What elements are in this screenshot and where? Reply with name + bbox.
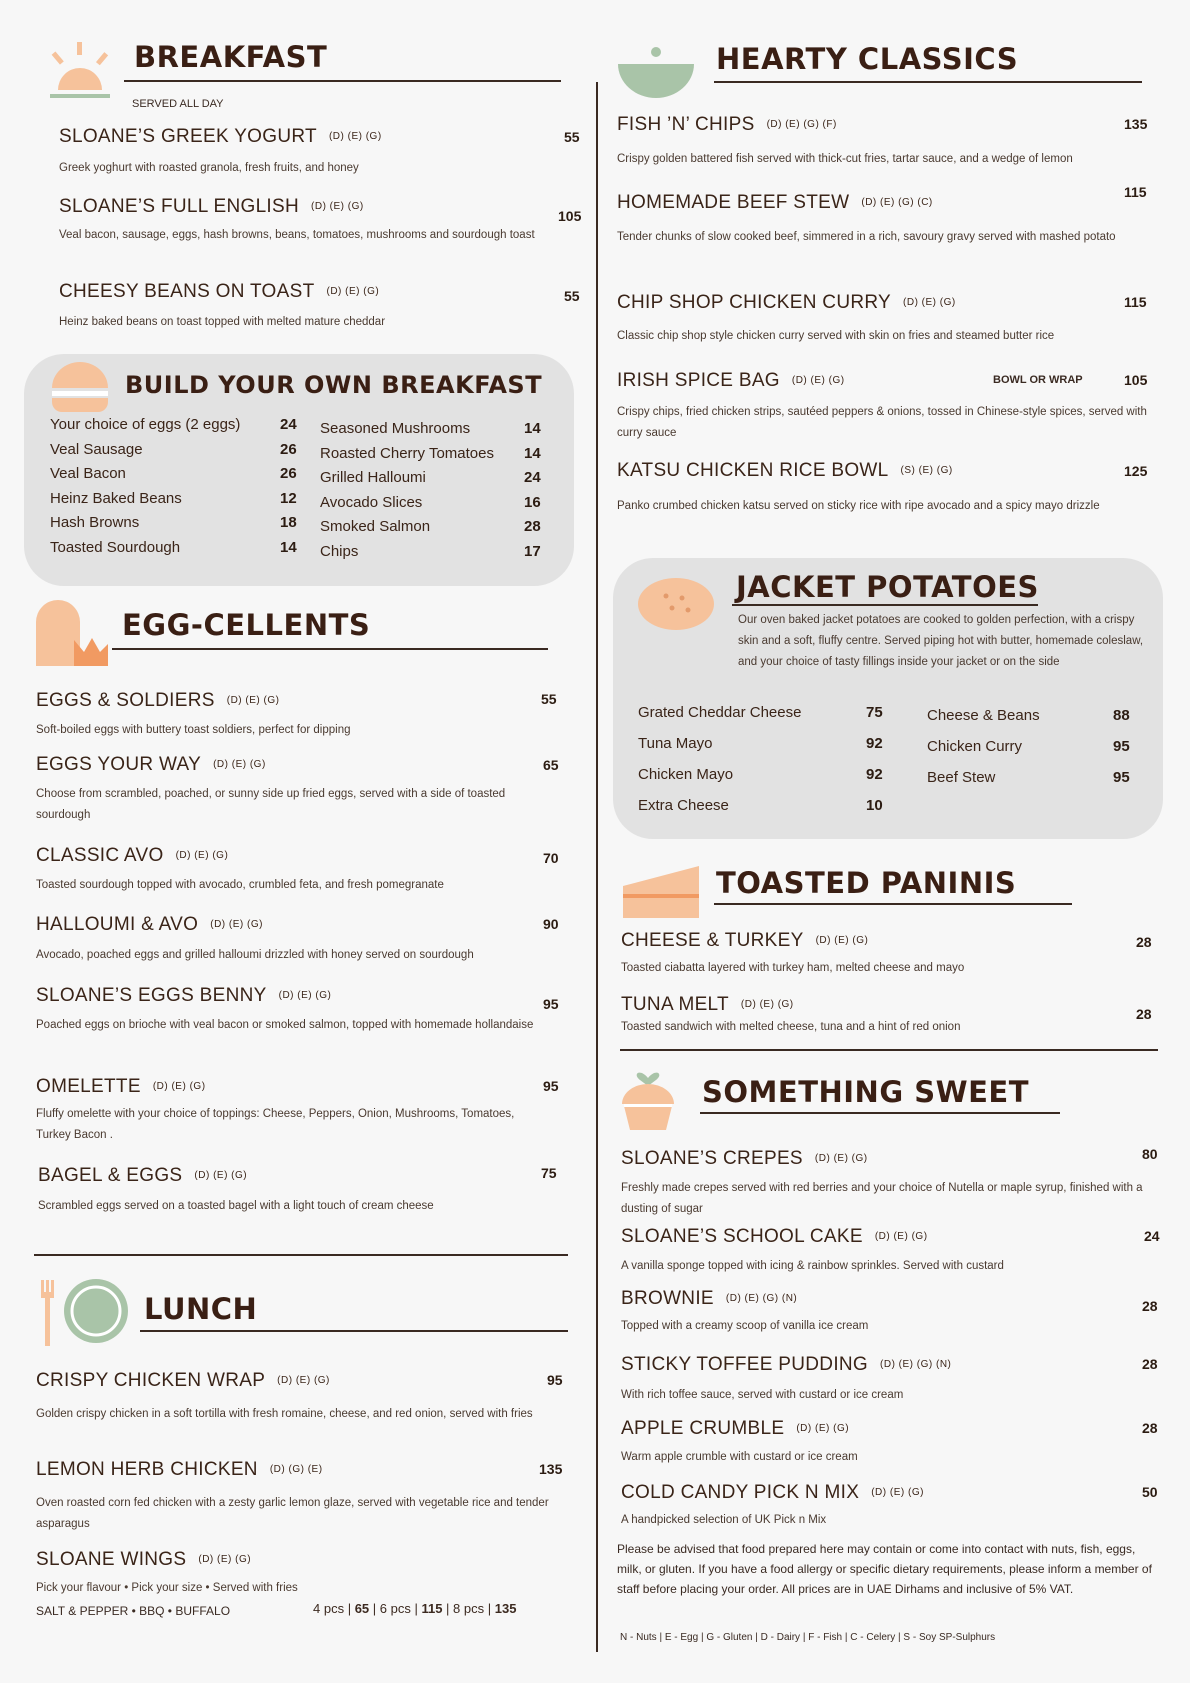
menu-item-title: SLOANE WINGS — [36, 1549, 187, 1570]
wing-size-price: 65 — [354, 1601, 370, 1616]
menu-item-name — [621, 1148, 868, 1170]
menu-item-price: 105 — [558, 208, 582, 224]
allergen-codes: (D) (E) (G) — [194, 1170, 248, 1182]
option-price: 12 — [280, 489, 297, 507]
menu-item-price: 105 — [1124, 372, 1148, 388]
cupcake-icon — [618, 1060, 678, 1132]
menu-item-title: SLOANE’S SCHOOL CAKE — [621, 1226, 863, 1247]
jacket-title: JACKET POTATOES — [736, 570, 1039, 604]
separator: | — [442, 1601, 454, 1616]
allergen-codes: (D) (E) (G) (C) — [861, 197, 933, 209]
menu-item-description: Topped with a creamy scoop of vanilla ice cream — [621, 1320, 869, 1332]
menu-item-title: LEMON HERB CHICKEN — [36, 1459, 258, 1480]
menu-item-name — [38, 1165, 247, 1187]
option-name: Chicken Curry — [927, 738, 1023, 755]
menu-item-name — [36, 1370, 330, 1392]
egg-icon — [34, 600, 109, 668]
menu-item-price: 115 — [1124, 184, 1147, 200]
menu-item-title: SLOANE’S CREPES — [621, 1148, 803, 1169]
menu-item-title: BROWNIE — [621, 1288, 714, 1309]
allergen-codes: (D) (E) (G) — [740, 999, 794, 1011]
allergen-codes: (D) (E) (G) (F) — [766, 119, 837, 131]
option-price: 17 — [524, 542, 541, 560]
option-name: Extra Cheese — [638, 797, 729, 814]
option-name: Veal Bacon — [50, 465, 126, 482]
menu-item-description: Veal bacon, sausage, eggs, hash browns, beans, tomatoes, mushrooms and sourdough toast — [59, 229, 535, 241]
menu-item-price: 95 — [543, 1078, 559, 1094]
menu-item-name — [36, 985, 331, 1007]
option-name: Veal Sausage — [50, 440, 143, 458]
wing-flavours: SALT & PEPPER • BBQ • BUFFALO — [36, 1604, 231, 1618]
allergen-codes: (D) (E) (G) — [791, 375, 845, 387]
menu-item-description: With rich toffee sauce, served with custard or ice cream — [621, 1389, 904, 1401]
menu-item-name — [617, 114, 837, 136]
eggs-rule — [112, 648, 548, 650]
allergen-notice: Please be advised that food prepared here may contain or come into contact with nuts, fish, eggs, milk, or gluten. If you have a food allergy or specific dietary requirements, please inform a member of staff before placing your order. All prices are in UAE Dirhams and inclusive of 5% VAT. — [617, 1542, 1152, 1596]
option-price: 92 — [866, 735, 883, 752]
option-price: 88 — [1113, 707, 1130, 724]
option-name: Grilled Halloumi — [320, 469, 426, 486]
plate-icon — [38, 1276, 130, 1348]
allergen-codes: (D) (E) (G) — [903, 297, 956, 309]
menu-item-description: Pick your flavour • Pick your size • Served with fries — [36, 1582, 298, 1594]
allergen-codes: (D) (E) (G) — [210, 919, 263, 931]
option-name: Avocado Slices — [320, 493, 423, 511]
menu-item-price: 135 — [539, 1461, 563, 1477]
jacket-intro: Our oven baked jacket potatoes are cooked to golden perfection, with a crispy skin and a soft, fluffy centre. Served piping hot with butter, homemade coleslaw, and your choice of tasty fillings inside your jacket or on the side — [738, 614, 1144, 668]
paninis-rule — [714, 903, 1072, 905]
menu-item-name — [621, 1288, 797, 1310]
sun-icon — [50, 40, 110, 102]
option-name: Cheese & Beans — [927, 707, 1040, 724]
menu-item-description: Freshly made crepes served with red berries and your choice of Nutella or maple syrup, finished with a dusting of sugar — [621, 1182, 1143, 1215]
menu-item-name — [59, 196, 364, 218]
menu-item-name — [617, 370, 845, 392]
allergen-codes: (D) (E) (G) — [326, 286, 380, 298]
option-name: Grated Cheddar Cheese — [638, 704, 802, 721]
option-name: Roasted Cherry Tomatoes — [320, 444, 494, 462]
burger-icon — [50, 360, 110, 415]
option-price: 75 — [866, 704, 883, 721]
sweet-top-rule — [620, 1049, 1158, 1051]
menu-item-name — [617, 460, 953, 482]
menu-item-name — [36, 1549, 251, 1571]
menu-item-description: Oven roasted corn fed chicken with a zesty garlic lemon glaze, served with vegetable rice and tender asparagus — [36, 1497, 549, 1530]
breakfast-subtitle: SERVED ALL DAY — [132, 98, 224, 110]
menu-item-price: 95 — [547, 1372, 563, 1388]
allergen-codes: (S) (E) (G) — [900, 465, 953, 477]
option-name: Seasoned Mushrooms — [320, 420, 471, 437]
allergen-codes: (D) (E) (G) — [814, 1153, 868, 1165]
option-price: 26 — [280, 465, 297, 482]
menu-item-name — [621, 1354, 951, 1376]
wing-sizes — [313, 1601, 516, 1616]
option-price: 24 — [524, 469, 541, 486]
allergen-codes: (D) (G) (E) — [269, 1464, 323, 1476]
menu-item-description: Soft-boiled eggs with buttery toast soldiers, perfect for dipping — [36, 724, 351, 736]
allergen-codes: (D) (E) (G) — [328, 131, 382, 143]
sweet-rule — [700, 1112, 1060, 1114]
allergen-codes: (D) (E) (G) — [277, 1375, 330, 1387]
allergen-codes: (D) (E) (G) — [278, 990, 332, 1002]
menu-item-price: 75 — [541, 1165, 557, 1181]
menu-item-price: 55 — [541, 691, 557, 707]
allergen-codes: (D) (E) (G) — [226, 695, 280, 707]
menu-item-title: CHEESY BEANS ON TOAST — [59, 281, 315, 302]
menu-item-description: Fluffy omelette with your choice of toppings: Cheese, Peppers, Onion, Mushrooms, Tomatoes, Turkey Bacon . — [36, 1108, 515, 1141]
menu-item-description: Toasted ciabatta layered with turkey ham, melted cheese and mayo — [621, 962, 965, 974]
hearty-title: HEARTY CLASSICS — [716, 42, 1019, 76]
menu-item-description: Toasted sourdough topped with avocado, crumbled feta, and fresh pomegranate — [36, 879, 444, 891]
menu-item-price: 28 — [1142, 1356, 1158, 1372]
jacket-rule — [732, 604, 1038, 606]
menu-item-description: Scrambled eggs served on a toasted bagel with a light touch of cream cheese — [38, 1200, 434, 1212]
menu-item-title: EGGS YOUR WAY — [36, 754, 202, 775]
allergen-codes: (D) (E) (G) — [213, 759, 266, 771]
menu-item-title: CRISPY CHICKEN WRAP — [36, 1370, 266, 1391]
menu-item-description: A handpicked selection of UK Pick n Mix — [621, 1514, 827, 1526]
allergen-codes: (D) (E) (G) — [874, 1231, 928, 1243]
menu-item-name — [36, 690, 279, 712]
menu-item-name — [617, 192, 933, 214]
menu-item-price: 55 — [564, 129, 580, 145]
menu-item-price: 24 — [1144, 1228, 1160, 1244]
menu-item-title: CHEESE & TURKEY — [621, 930, 804, 951]
menu-item-description: A vanilla sponge topped with icing & rainbow sprinkles. Served with custard — [621, 1260, 1004, 1272]
option-name: Toasted Sourdough — [50, 538, 181, 556]
separator: | — [369, 1601, 380, 1616]
menu-item-price: 90 — [543, 916, 559, 932]
wing-size-price: 135 — [494, 1601, 517, 1616]
menu-item-name — [36, 1459, 323, 1481]
paninis-title: TOASTED PANINIS — [716, 866, 1017, 900]
menu-item-description: Avocado, poached eggs and grilled halloumi drizzled with honey served on sourdough — [36, 949, 474, 961]
option-price: 16 — [524, 493, 541, 511]
menu-item-title: APPLE CRUMBLE — [621, 1418, 785, 1439]
menu-item-title: TUNA MELT — [621, 994, 729, 1015]
menu-item-price: 28 — [1136, 934, 1152, 950]
menu-item-title: FISH ’N’ CHIPS — [617, 114, 755, 135]
menu-item-description: Golden crispy chicken in a soft tortilla with fresh romaine, cheese, and red onion, served with fries — [36, 1408, 533, 1420]
menu-item-price: 65 — [543, 757, 559, 773]
allergen-codes: (D) (E) (G) — [871, 1487, 924, 1499]
allergen-codes: (D) (E) (G) — [175, 850, 229, 862]
breakfast-rule — [124, 80, 561, 82]
cake-slice-icon — [621, 864, 699, 920]
allergen-legend: N - Nuts | E - Egg | G - Gluten | D - Dairy | F - Fish | C - Celery | S - Soy SP-Sulphurs — [620, 1632, 996, 1643]
menu-item-name — [59, 281, 379, 303]
menu-item-name — [36, 914, 263, 936]
option-price: 10 — [866, 797, 883, 814]
menu-item-name — [617, 292, 956, 314]
menu-item-description: Choose from scrambled, poached, or sunny side up fried eggs, served with a side of toasted sourdough — [36, 788, 506, 821]
menu-item-description: Warm apple crumble with custard or ice cream — [621, 1451, 858, 1463]
menu-item-name — [36, 754, 266, 776]
menu-item-price: 125 — [1124, 463, 1148, 479]
menu-item-title: HALLOUMI & AVO — [36, 914, 199, 935]
separator: | — [410, 1601, 422, 1616]
menu-item-price: 28 — [1142, 1298, 1158, 1314]
menu-item-title: EGGS & SOLDIERS — [36, 690, 215, 711]
option-name: Chicken Mayo — [638, 766, 734, 783]
sweet-title: SOMETHING SWEET — [702, 1075, 1029, 1109]
option-price: 26 — [280, 440, 297, 458]
menu-item-description: Tender chunks of slow cooked beef, simmered in a rich, savoury gravy served with mashed potato — [617, 231, 1116, 243]
wing-size-label: 8 pcs — [453, 1601, 485, 1616]
build-title: BUILD YOUR OWN BREAKFAST — [125, 371, 543, 399]
menu-item-description: Greek yoghurt with roasted granola, fresh fruits, and honey — [59, 162, 359, 174]
menu-item-description: Poached eggs on brioche with veal bacon or smoked salmon, topped with homemade hollandaise — [36, 1019, 534, 1031]
hearty-rule — [714, 81, 1142, 83]
menu-item-description: Crispy chips, fried chicken strips, sautéed peppers & onions, tossed in Chinese-style spices, served with curry sauce — [617, 406, 1147, 439]
option-price: 28 — [524, 518, 541, 535]
menu-item-title: COLD CANDY PICK N MIX — [621, 1482, 860, 1503]
option-name: Your choice of eggs (2 eggs) — [50, 416, 241, 433]
menu-item-title: SLOANE’S FULL ENGLISH — [59, 196, 300, 217]
menu-item-description: Toasted sandwich with melted cheese, tuna and a hint of red onion — [621, 1021, 961, 1033]
bowl-icon — [618, 44, 694, 100]
menu-item-name — [621, 1482, 924, 1504]
menu-item-title: OMELETTE — [36, 1076, 141, 1097]
menu-item-title: KATSU CHICKEN RICE BOWL — [617, 460, 889, 481]
menu-item-price: 135 — [1124, 116, 1148, 132]
allergen-codes: (D) (E) (G) (N) — [880, 1359, 952, 1371]
menu-item-title: SLOANE’S EGGS BENNY — [36, 985, 267, 1006]
menu-item-price: 50 — [1142, 1484, 1158, 1500]
wing-size-label: 4 pcs — [313, 1601, 345, 1616]
eggs-title: EGG-CELLENTS — [122, 608, 371, 642]
menu-item-description: Heinz baked beans on toast topped with melted mature cheddar — [59, 316, 386, 328]
menu-item-title: IRISH SPICE BAG — [617, 370, 780, 391]
wing-size-label: 6 pcs — [379, 1601, 411, 1616]
menu-item-description: Panko crumbed chicken katsu served on sticky rice with ripe avocado and a spicy mayo drizzle — [617, 500, 1100, 512]
option-price: 14 — [524, 420, 541, 437]
allergen-codes: (D) (E) (G) — [152, 1081, 206, 1093]
option-name: Beef Stew — [927, 769, 996, 786]
option-price: 95 — [1113, 769, 1130, 786]
option-price: 18 — [280, 514, 297, 531]
menu-item-description: Classic chip shop style chicken curry served with skin on fries and steamed butter rice — [617, 330, 1055, 342]
menu-item-title: SLOANE’S GREEK YOGURT — [59, 126, 317, 147]
menu-item-price: 95 — [543, 996, 559, 1012]
menu-item-description: Crispy golden battered fish served with thick-cut fries, tartar sauce, and a wedge of lemon — [617, 153, 1073, 165]
option-name: Chips — [320, 542, 359, 560]
option-price: 24 — [280, 416, 297, 433]
menu-item-title: HOMEMADE BEEF STEW — [617, 192, 850, 213]
allergen-codes: (D) (E) (G) — [198, 1554, 252, 1566]
menu-item-price: 70 — [543, 850, 559, 866]
menu-item-name — [621, 930, 868, 952]
allergen-codes: (D) (E) (G) — [796, 1423, 850, 1435]
menu-item-name — [621, 1226, 928, 1248]
menu-item-title: CLASSIC AVO — [36, 845, 164, 866]
option-name: Smoked Salmon — [320, 518, 431, 535]
menu-item-title: STICKY TOFFEE PUDDING — [621, 1354, 869, 1375]
irish-spice-note: BOWL OR WRAP — [993, 374, 1083, 386]
menu-item-name — [36, 1076, 206, 1098]
lunch-rule — [140, 1330, 568, 1332]
allergen-codes: (D) (E) (G) — [311, 201, 364, 213]
menu-item-price: 55 — [564, 288, 580, 304]
wing-size-price: 115 — [421, 1601, 443, 1616]
option-price: 14 — [280, 538, 297, 556]
allergen-codes: (D) (E) (G) (N) — [725, 1293, 798, 1305]
menu-item-name — [621, 1418, 849, 1440]
menu-item-name — [621, 994, 794, 1016]
potato-icon — [636, 576, 716, 632]
separator: | — [484, 1601, 495, 1616]
menu-item-price: 28 — [1142, 1420, 1158, 1436]
menu-item-price: 80 — [1142, 1146, 1158, 1162]
separator: | — [344, 1601, 355, 1616]
menu-item-name — [36, 845, 228, 867]
option-name: Heinz Baked Beans — [50, 489, 182, 507]
option-price: 92 — [866, 766, 883, 783]
breakfast-title: BREAKFAST — [134, 40, 328, 74]
menu-item-title: BAGEL & EGGS — [38, 1165, 183, 1186]
menu-item-title: CHIP SHOP CHICKEN CURRY — [617, 292, 892, 313]
option-price: 95 — [1113, 738, 1130, 755]
lunch-top-rule — [34, 1254, 568, 1256]
option-name: Tuna Mayo — [638, 735, 713, 752]
option-name: Hash Browns — [50, 514, 140, 531]
option-price: 14 — [524, 444, 541, 462]
column-divider — [596, 82, 598, 1652]
menu-item-name — [59, 126, 382, 148]
allergen-codes: (D) (E) (G) — [815, 935, 869, 947]
menu-item-price: 28 — [1136, 1006, 1152, 1022]
menu-item-price: 115 — [1124, 294, 1147, 310]
lunch-title: LUNCH — [144, 1292, 258, 1326]
